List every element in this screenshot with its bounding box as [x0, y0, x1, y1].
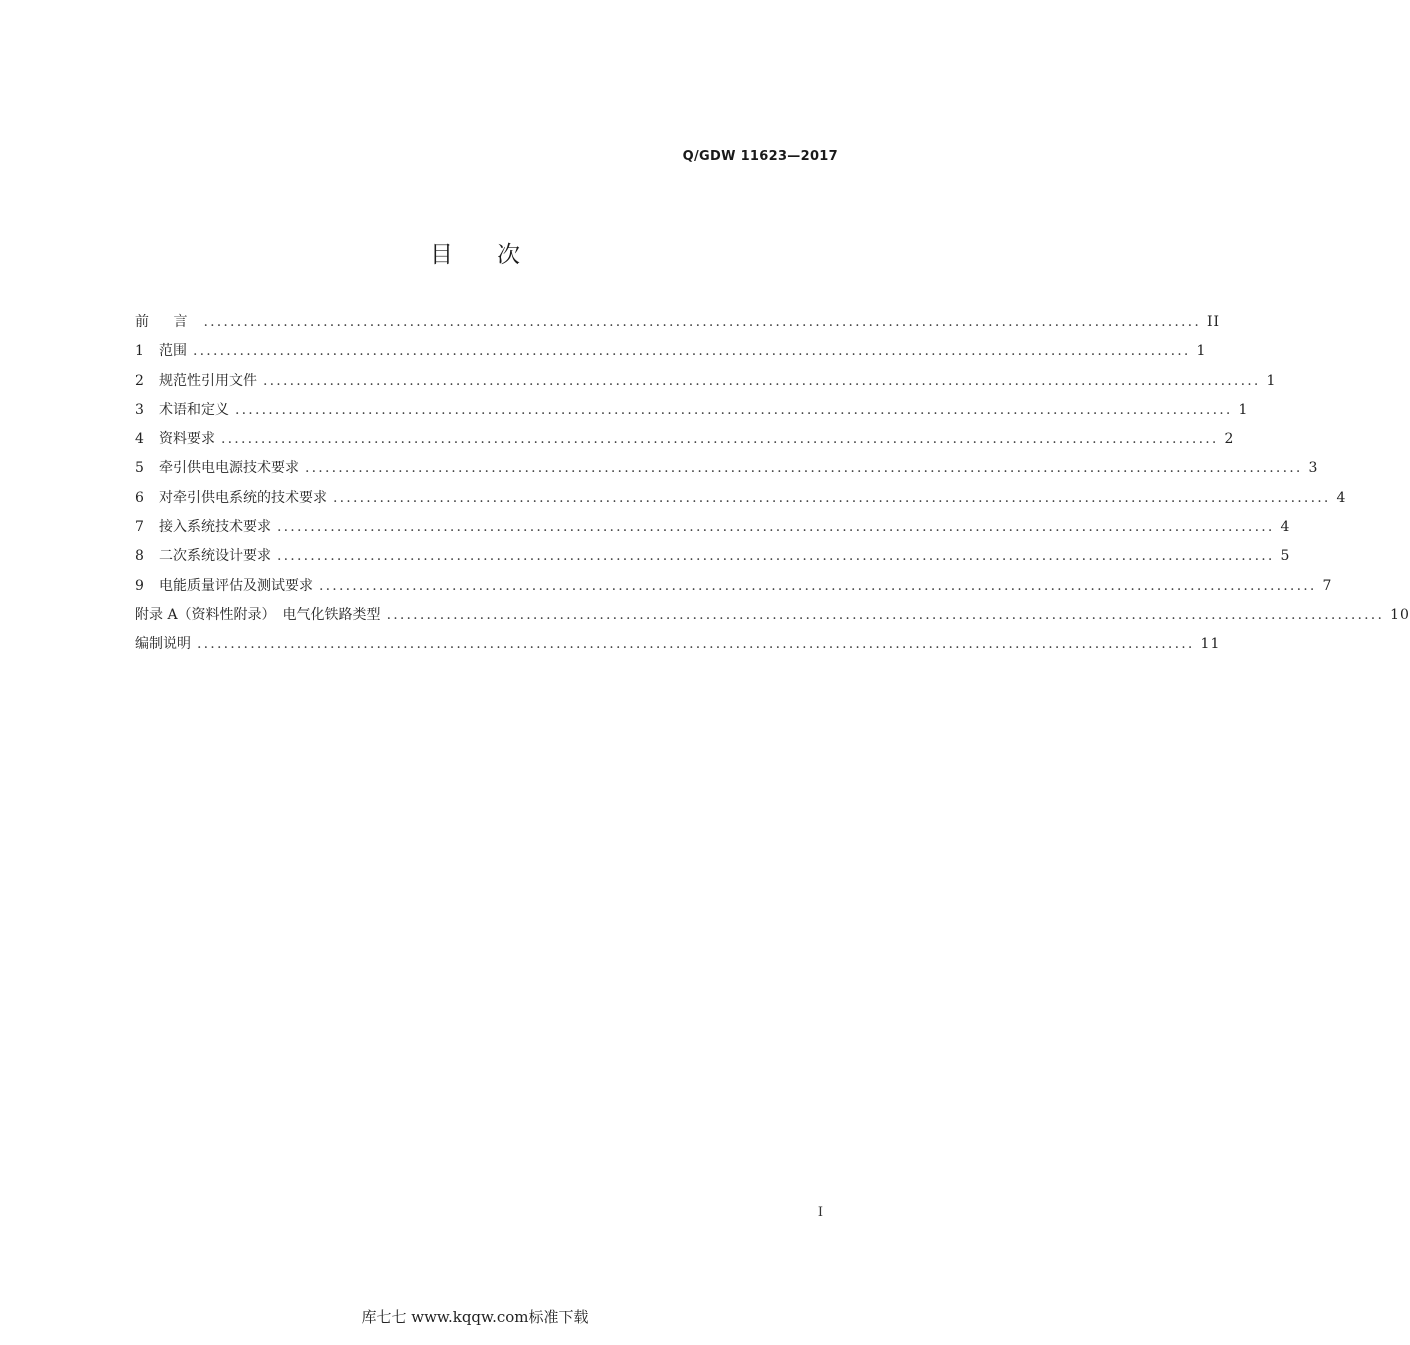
toc-entry-page: 4: [1280, 519, 1291, 536]
toc-leader: ......................................................................................................................................................: [277, 548, 1275, 565]
toc-entry-number: 8: [135, 548, 144, 565]
toc-leader: ......................................................................................................................................................: [221, 431, 1219, 448]
toc-leader: ......................................................................................................................................................: [193, 343, 1191, 360]
document-code: Q/GDW 11623—2017: [682, 149, 838, 164]
toc-leader: ......................................................................................................................................................: [319, 577, 1317, 594]
table-of-contents: [135, 308, 1410, 660]
toc-entry-label: 规范性引用文件: [159, 372, 257, 389]
toc-leader: ......................................................................................................................................................: [305, 460, 1303, 477]
toc-entry-normative-references[interactable]: [135, 367, 1277, 396]
toc-leader: ......................................................................................................................................................: [333, 489, 1331, 506]
toc-entry-number: 7: [135, 519, 144, 536]
toc-entry-label: 术语和定义: [159, 401, 229, 418]
toc-entry-page: 1: [1238, 401, 1249, 418]
toc-entry-label: 编制说明: [135, 636, 191, 653]
toc-entry-number: 6: [135, 489, 144, 506]
page-number: I: [817, 1205, 823, 1220]
toc-entry-label: 牵引供电电源技术要求: [159, 460, 299, 477]
toc-entry-label: 范围: [159, 343, 187, 360]
toc-entry-grid-access[interactable]: [135, 513, 1291, 542]
toc-entry-number: 1: [135, 343, 144, 360]
toc-entry-page: 2: [1224, 431, 1235, 448]
toc-entry-number: 2: [135, 372, 144, 389]
toc-entry-page: 10: [1390, 606, 1410, 623]
toc-entry-traction-system[interactable]: [135, 484, 1347, 513]
toc-entry-foreword[interactable]: [135, 308, 1221, 337]
toc-entry-secondary-system[interactable]: [135, 542, 1291, 571]
toc-leader: ......................................................................................................................................................: [235, 401, 1233, 418]
toc-entry-label: 资料要求: [159, 431, 215, 448]
toc-entry-page: 3: [1308, 460, 1319, 477]
toc-entry-label: 前 言: [135, 314, 198, 330]
footer-watermark: 库七七 www.kqqw.com标准下载: [361, 1308, 589, 1326]
toc-entry-page: 1: [1196, 343, 1207, 360]
toc-entry-label: 二次系统设计要求: [159, 548, 271, 565]
toc-leader: ......................................................................................................................................................: [203, 314, 1201, 330]
toc-leader: ......................................................................................................................................................: [386, 606, 1385, 623]
toc-entry-page: 7: [1322, 577, 1333, 594]
toc-leader: ......................................................................................................................................................: [197, 636, 1195, 653]
toc-entry-page: 11: [1200, 636, 1221, 653]
toc-entry-number: 5: [135, 460, 144, 477]
toc-entry-page: 1: [1266, 372, 1277, 389]
toc-entry-number: 9: [135, 577, 144, 594]
toc-entry-label: 电能质量评估及测试要求: [159, 577, 313, 594]
toc-entry-label: 附录 A（资料性附录） 电气化铁路类型: [135, 606, 381, 623]
toc-entry-page: II: [1206, 314, 1221, 330]
toc-entry-appendix-a[interactable]: [135, 601, 1410, 630]
page-title: 目次: [430, 242, 564, 268]
toc-entry-number: 3: [135, 401, 144, 418]
toc-entry-page: 5: [1280, 548, 1291, 565]
toc-entry-power-quality[interactable]: [135, 572, 1333, 601]
toc-entry-terms[interactable]: [135, 396, 1249, 425]
toc-leader: ......................................................................................................................................................: [263, 372, 1261, 389]
toc-entry-label: 接入系统技术要求: [159, 519, 271, 536]
toc-entry-compilation-notes[interactable]: [135, 630, 1221, 659]
toc-entry-page: 4: [1336, 489, 1347, 506]
toc-entry-number: 4: [135, 431, 144, 448]
toc-entry-scope[interactable]: [135, 337, 1207, 366]
toc-entry-data-requirements[interactable]: [135, 425, 1235, 454]
toc-entry-power-source[interactable]: [135, 454, 1319, 483]
toc-entry-label: 对牵引供电系统的技术要求: [159, 489, 327, 506]
toc-leader: ......................................................................................................................................................: [277, 519, 1275, 536]
